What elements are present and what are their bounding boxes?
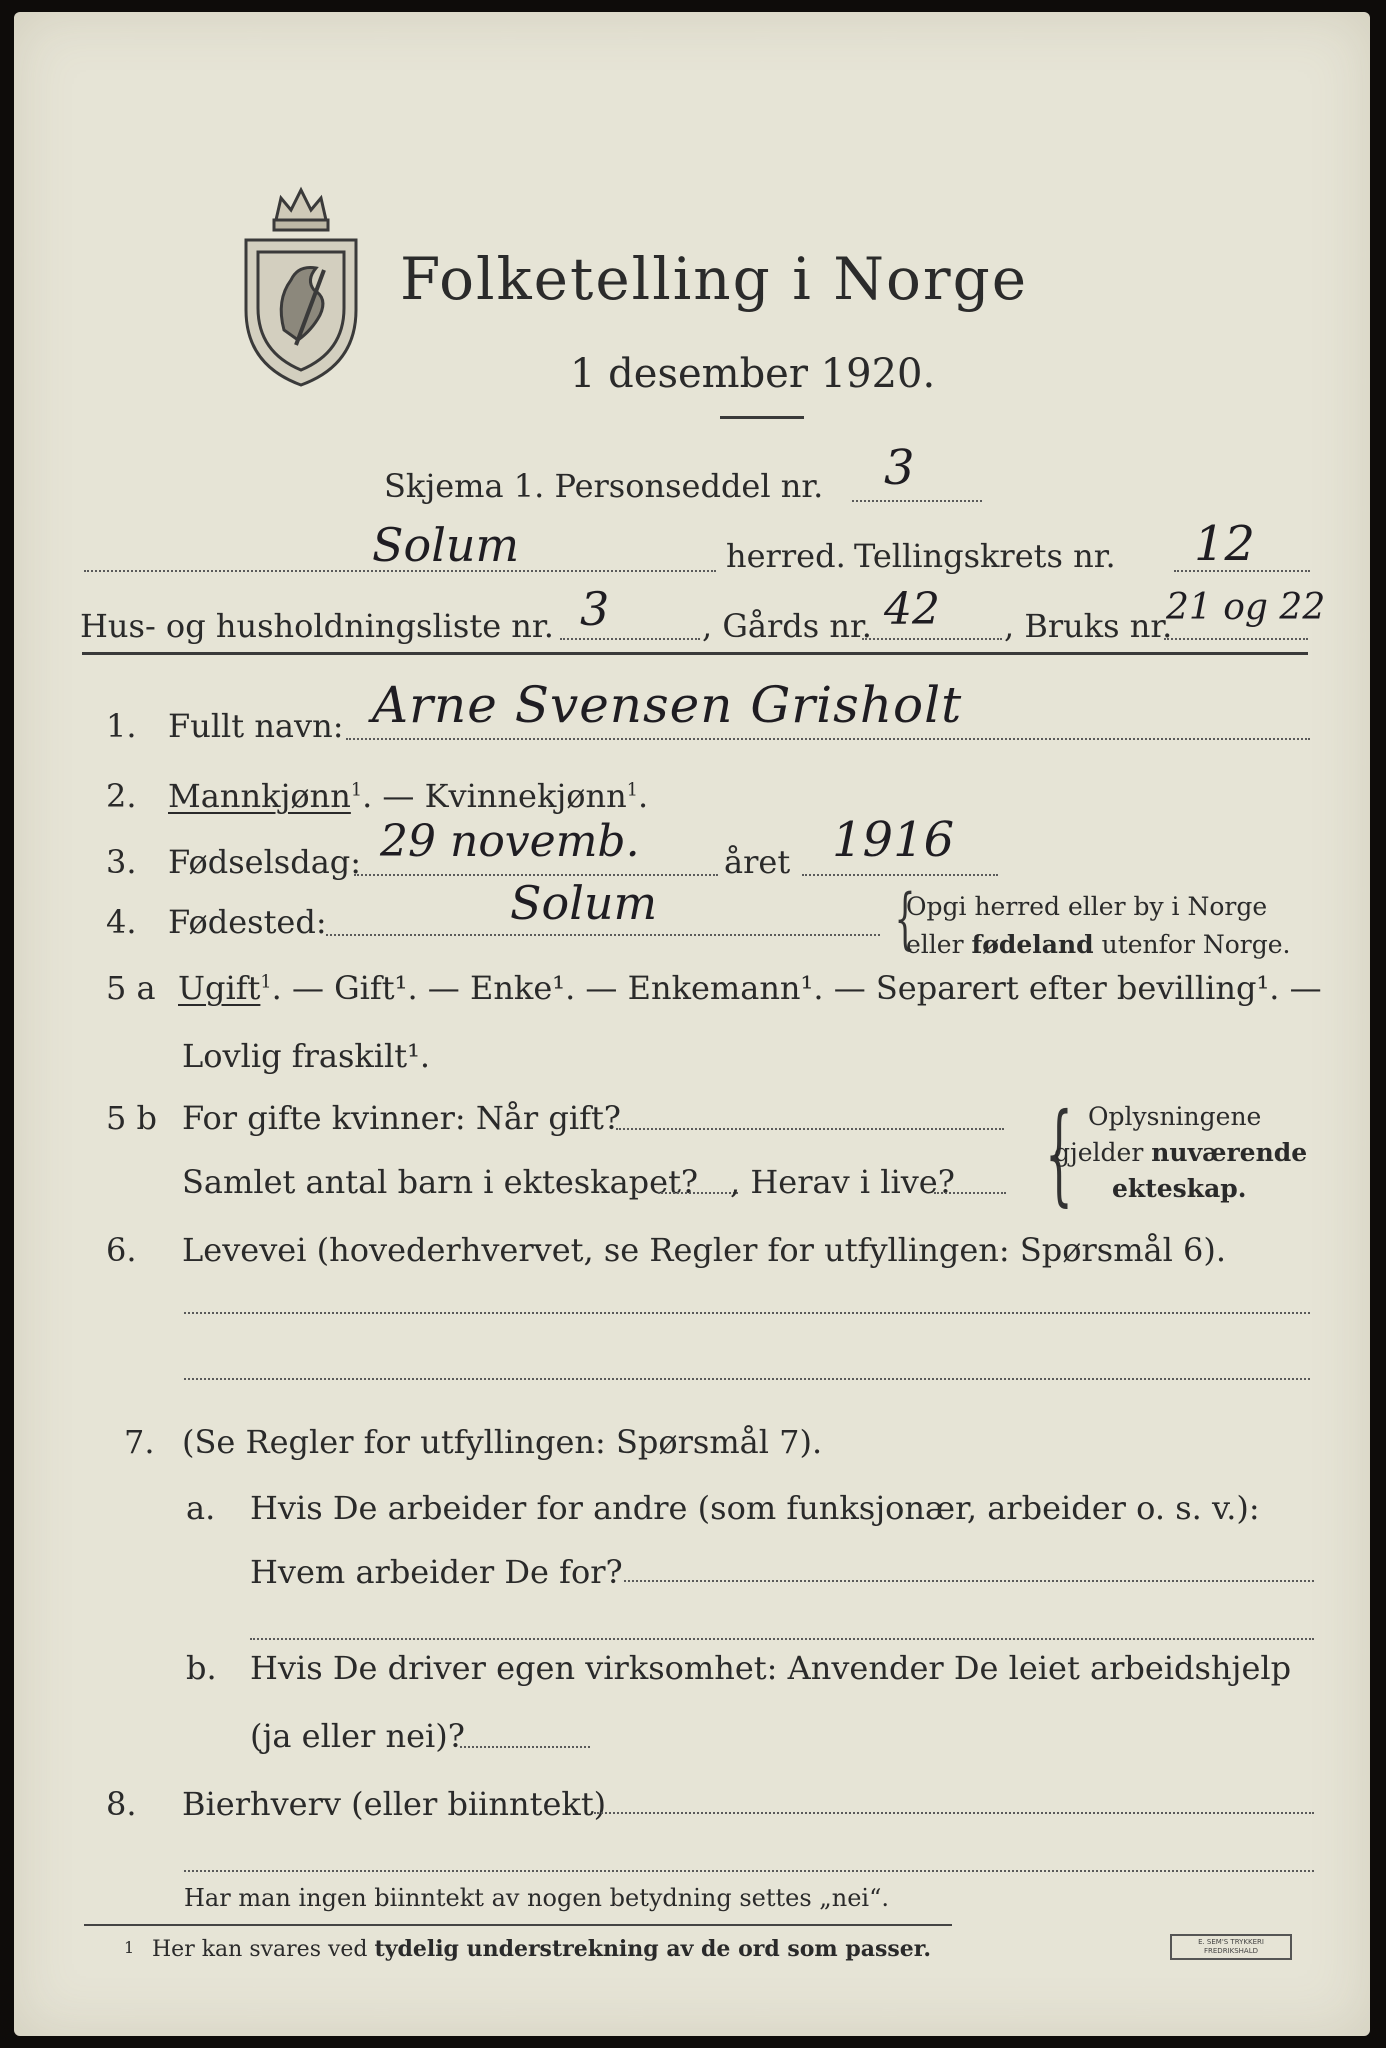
q5b-number: 5 b	[106, 1099, 158, 1137]
husholdningsliste-field-line	[560, 638, 700, 640]
q7b-hired-help-label: (ja eller nei)?	[250, 1717, 465, 1755]
occupation-field-line-1	[184, 1312, 1310, 1314]
birthplace-value[interactable]: Solum	[510, 876, 658, 930]
no-side-income-note: Har man ingen biinntekt av nogen betydning settes „nei“.	[184, 1884, 889, 1912]
gender-options: Mannkjønn$^1$. — Kvinnekjønn$^1$.	[168, 777, 649, 815]
children-alive-field-line	[934, 1192, 1006, 1194]
husholdningsliste-value[interactable]: 3	[580, 582, 610, 636]
q3-label: Fødselsdag:	[168, 843, 362, 881]
gards-value[interactable]: 42	[884, 584, 940, 635]
q7b-line1: Hvis De driver egen virksomhet: Anvender De leiet arbeidshjelp	[250, 1649, 1292, 1687]
birthplace-note-brace: {	[894, 880, 916, 957]
birth-year-value[interactable]: 1916	[832, 812, 955, 868]
q1-number: 1.	[106, 707, 137, 745]
marriage-note-brace: {	[1045, 1089, 1073, 1217]
footnote-text: Her kan svares ved tydelig understrekning av de ord som passer.	[152, 1936, 932, 1962]
q2-number: 2.	[106, 777, 137, 815]
tellingskrets-value[interactable]: 12	[1194, 516, 1256, 572]
children-count-field-line	[658, 1192, 738, 1194]
q6-label: Levevei (hovederhvervet, se Regler for utfyllingen: Spørsmål 6).	[182, 1231, 1227, 1269]
herred-value[interactable]: Solum	[372, 518, 520, 572]
q8-number: 8.	[106, 1785, 137, 1823]
employer-field-line-2	[250, 1638, 1314, 1640]
marriage-note-line2: gjelder nuværende	[1054, 1138, 1308, 1167]
full-name-value[interactable]: Arne Svensen Grisholt	[372, 676, 963, 734]
q5a-number: 5 a	[106, 969, 156, 1007]
census-date: 1 desember 1920.	[570, 351, 936, 397]
birthday-value[interactable]: 29 novemb.	[380, 816, 640, 867]
form-title: Folketelling i Norge	[400, 245, 1029, 313]
q4-label: Fødested:	[168, 903, 327, 941]
birthplace-field-line	[326, 934, 880, 936]
bruks-value[interactable]: 21 og 22	[1166, 587, 1326, 628]
birth-year-field-line	[802, 874, 998, 876]
q8-label: Bierhverv (eller biinntekt)	[182, 1785, 607, 1823]
q1-label: Fullt navn:	[168, 707, 344, 745]
marital-status-options: Ugift$^1$. — Gift¹. — Enke¹. — Enkemann¹. — Separert efter bevilling¹. —	[178, 969, 1322, 1007]
q7-number: 7.	[124, 1423, 155, 1461]
tellingskrets-label: Tellingskrets nr.	[854, 537, 1116, 575]
birthplace-note-line2: eller fødeland utenfor Norge.	[906, 930, 1291, 959]
q7a-line1: Hvis De arbeider for andre (som funksjonær, arbeider o. s. v.):	[250, 1489, 1260, 1527]
q7a-number: a.	[186, 1489, 216, 1527]
year-label: året	[724, 843, 791, 881]
q6-number: 6.	[106, 1231, 137, 1269]
full-name-field-line	[346, 738, 1310, 740]
printer-stamp: E. SEM'S TRYKKERI FREDRIKSHALD	[1170, 1934, 1292, 1960]
occupation-field-line-2	[184, 1378, 1310, 1380]
gender-female-option[interactable]: Kvinnekjønn	[424, 777, 627, 815]
marital-divorced-option[interactable]: Lovlig fraskilt¹.	[182, 1037, 431, 1075]
q3-number: 3.	[106, 843, 137, 881]
footnote-divider	[84, 1924, 952, 1926]
gender-male-option[interactable]: Mannkjønn	[168, 777, 351, 815]
gards-label: , Gårds nr.	[702, 607, 872, 645]
side-income-field-line-1	[594, 1812, 1314, 1814]
married-when-field-line	[616, 1128, 1004, 1130]
census-form-sheet	[14, 12, 1370, 2036]
bruks-label: , Bruks nr.	[1004, 607, 1173, 645]
husholdningsliste-label: Hus- og husholdningsliste nr.	[80, 607, 554, 645]
married-when-label: For gifte kvinner: Når gift?	[182, 1099, 621, 1137]
q4-number: 4.	[106, 903, 137, 941]
marriage-note-line1: Oplysningene	[1088, 1102, 1262, 1131]
footnote-mark: 1	[124, 1938, 135, 1957]
person-nr-field-line	[852, 500, 982, 502]
q7b-number: b.	[186, 1649, 217, 1687]
q7-label: (Se Regler for utfyllingen: Spørsmål 7).	[182, 1423, 823, 1461]
bruks-field-line	[1164, 638, 1308, 640]
side-income-field-line-2	[184, 1870, 1314, 1872]
marriage-note-line3: ekteskap.	[1112, 1174, 1247, 1203]
birthplace-note-line1: Opgi herred eller by i Norge	[906, 892, 1268, 921]
norwegian-coat-of-arms-icon	[236, 180, 366, 390]
q7a-employer-label: Hvem arbeider De for?	[250, 1553, 623, 1591]
header-divider	[82, 652, 1308, 655]
children-count-label: Samlet antal barn i ekteskapet?	[182, 1163, 699, 1201]
hired-help-field-line	[460, 1746, 590, 1748]
marital-other-options[interactable]: . — Gift¹. — Enke¹. — Enkemann¹. — Separert efter bevilling¹. —	[271, 969, 1322, 1007]
person-nr-value[interactable]: 3	[884, 440, 915, 496]
schema-label: Skjema 1. Personseddel nr.	[384, 467, 824, 505]
title-divider	[720, 416, 804, 419]
employer-field-line-1	[624, 1580, 1314, 1582]
gards-field-line	[862, 638, 1002, 640]
marital-unmarried-option[interactable]: Ugift	[178, 969, 261, 1007]
children-alive-label: , Herav i live?	[730, 1163, 955, 1201]
herred-label: herred.	[726, 537, 846, 575]
